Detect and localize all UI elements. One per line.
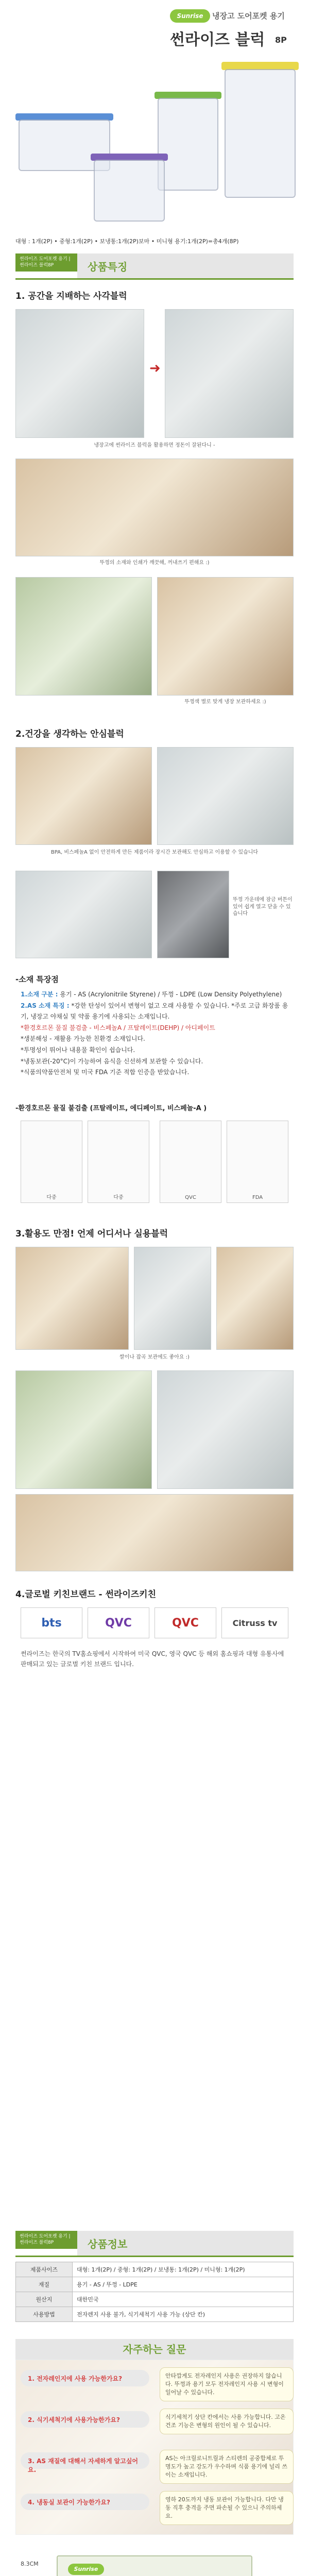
spec-divider bbox=[15, 2256, 294, 2257]
section3-title: 3.활용도 만점! 언제 어디서나 실용블럭 bbox=[15, 1229, 168, 1239]
faq-question[interactable]: 1. 전자레인지에 사용 가능한가요? bbox=[21, 2370, 149, 2386]
sink-washing-photo bbox=[157, 871, 229, 958]
certs-title: -환경호르몬 물질 불검출 (프탈레이트, 에디페이트, 비스페놀-A ) bbox=[15, 1105, 207, 1112]
feature-line: *환경호르몬 물질 불검출 - 비스페놀A / 프탈레이트(DEHP) / 아디페이트 bbox=[21, 1024, 215, 1031]
spec-small-tab[interactable]: 썬라이즈 도어포켓 용기 | 썬라이즈 블럭8P bbox=[15, 2231, 77, 2249]
faq-answer: 식기세척기 상단 칸에서는 사용 가능합니다. 고온 건조 기능은 변형의 원인이 될 수 있습니다. bbox=[160, 2409, 294, 2434]
feature-line: 1.소재 구분 : 용기 - AS (Acrylonitrile Styrene) / 뚜껑 - LDPE (Low Density Polyethylene) bbox=[21, 991, 282, 998]
section1-caption-right: 뚜껑색 별로 맞게 냉장 보관하세요 :) bbox=[184, 699, 266, 705]
container-mini bbox=[94, 160, 165, 222]
snacks-photo bbox=[15, 1494, 294, 1571]
section2-title: 2.건강을 생각하는 안심블럭 bbox=[15, 729, 124, 739]
pantry-photo-2 bbox=[157, 1370, 294, 1489]
spec-tab[interactable]: 상품정보 bbox=[77, 2231, 294, 2256]
table-row: 재질 용기 - AS / 뚜껑 - LDPE bbox=[16, 2277, 294, 2292]
brand-logo-citruss: Citruss tv bbox=[221, 1607, 288, 1638]
pantry-photo-1 bbox=[15, 1370, 152, 1489]
faq-answer: AS는 아크릴로니트릴과 스티렌의 공중합체로 투명도가 높고 강도가 우수하며 식품 용기에 널리 쓰이는 소재입니다. bbox=[160, 2450, 294, 2484]
table-row: 제품사이즈 대형: 1개(2P) / 중형: 1개(2P) / 보냉통: 1개(2P) / 미니형: 1개(2P) bbox=[16, 2262, 294, 2277]
faq-answer: 영하 20도까지 냉동 보관이 가능합니다. 다만 냉동 직후 충격을 주면 파손될 수 있으니 주의하세요. bbox=[160, 2491, 294, 2525]
section2-side-caption: 뚜껑 가운데에 잠금 버튼이 있어 쉽게 열고 닫을 수 있습니다 bbox=[233, 897, 293, 917]
faq-question[interactable]: 3. AS 재질에 대해서 자세하게 알고싶어요. bbox=[21, 2452, 149, 2469]
section1-title: 1. 공간을 지배하는 사각블럭 bbox=[15, 291, 127, 301]
faq-question[interactable]: 2. 식기세척기에 사용가능한가요? bbox=[21, 2411, 149, 2428]
fridge-after-photo bbox=[165, 309, 294, 438]
package-brand: Sunrise bbox=[68, 2564, 104, 2575]
feature-line: *생분해성 - 재활용 가능한 친환경 소재입니다. bbox=[21, 1035, 145, 1043]
feature-line: 2.AS 소재 특징 : *강한 탄성이 있어서 변형이 없고 오래 사용할 수 있습니다. *주로 고급 화장품 용기, 냉장고 야채실 및 약품 용기에 사용되는 소재입니다. bbox=[21, 1002, 288, 1021]
section3-caption: 쌀이나 잡곡 보관에도 좋아요 :) bbox=[119, 1354, 190, 1360]
package-box bbox=[57, 2555, 252, 2576]
certificate-doc: 다중 bbox=[21, 1121, 82, 1203]
brand-logo-qvc-2: QVC bbox=[154, 1607, 216, 1638]
table-row: 사용방법 전자렌지 사용 불가, 식기세척기 사용 가능 (상단 칸) bbox=[16, 2307, 294, 2322]
table-row: 원산지 대한민국 bbox=[16, 2292, 294, 2307]
container-medium bbox=[158, 98, 218, 191]
product-subtitle: 냉장고 도어포켓 용기 bbox=[212, 11, 285, 21]
product-title: 썬라이즈 블럭 bbox=[170, 31, 265, 49]
fridge-door-photo-2 bbox=[157, 577, 294, 696]
section1-caption-top: 냉장고에 썬라이즈 블럭을 활용하면 정돈이 잘된다니 - bbox=[94, 443, 215, 448]
food-storage-photo-1 bbox=[15, 747, 152, 845]
features-tab[interactable]: 상품특징 bbox=[77, 253, 294, 279]
section4-title: 4.글로벌 키친브랜드 - 썬라이즈키친 bbox=[15, 1589, 157, 1600]
features-list bbox=[21, 989, 288, 1078]
nav-divider bbox=[15, 278, 294, 280]
container-large bbox=[225, 69, 296, 198]
arrow-right-icon: ➜ bbox=[149, 361, 161, 376]
certificate-doc: FDA bbox=[227, 1121, 288, 1203]
feature-line: *투명성이 뛰어나 내용물 확인이 쉽습니다. bbox=[21, 1046, 135, 1054]
woman-kitchen-photo bbox=[216, 1247, 294, 1350]
fridge-before-photo bbox=[15, 309, 144, 438]
food-storage-photo-2 bbox=[157, 747, 294, 845]
certificate-doc: QVC bbox=[160, 1121, 221, 1203]
brand-logo-qvc-1: QVC bbox=[88, 1607, 149, 1638]
brand-logo-bts: bts bbox=[21, 1607, 82, 1638]
certificate-doc: 다중 bbox=[88, 1121, 149, 1203]
fridge-door-photo-1 bbox=[15, 577, 152, 696]
small-nav-tab[interactable]: 썬라이즈 도어포켓 용기 | 썬라이즈 블럭8P bbox=[15, 253, 77, 272]
lid-detail-photo bbox=[15, 871, 152, 958]
feature-line: *냉동보관(-20°C)이 가능하여 음식을 신선하게 보관할 수 있습니다. bbox=[21, 1057, 203, 1065]
section2-caption: BPA, 비스페놀A 없이 안전하게 만든 제품이라 장시간 보관해도 안심하고 이용할 수 있습니다 bbox=[50, 850, 259, 855]
child-eating-photo bbox=[15, 1247, 129, 1350]
section1-caption-left: 뚜껑의 소재와 인쇄가 깨끗해, 꺼내쓰기 편해요 :) bbox=[99, 560, 210, 566]
spec-table bbox=[15, 2262, 294, 2322]
section4-text: 썬라이즈는 한국의 TV홈쇼핑에서 시작하여 미국 QVC, 영국 QVC 등 해외 홈쇼핑과 대형 유통사에 판매되고 있는 글로벌 키친 브랜드 입니다. bbox=[21, 1650, 284, 1668]
feature-line: *식품의약품안전처 및 미국 FDA 기준 적합 인증을 받았습니다. bbox=[21, 1069, 190, 1076]
features-title: -소재 특장점 bbox=[15, 975, 59, 984]
size-tag: 8P bbox=[275, 35, 287, 45]
faq-title: 자주하는 질문 bbox=[15, 2339, 294, 2360]
dim-height: 8.3CM bbox=[21, 2561, 39, 2567]
stacked-containers-photo bbox=[15, 459, 294, 556]
faq-question[interactable]: 4. 냉동실 보관이 가능한가요? bbox=[21, 2494, 149, 2510]
faq-answer: 안타깝게도 전자레인지 사용은 권장하지 않습니다. 뚜껑과 용기 모두 전자레인지 사용 시 변형이 일어날 수 있습니다. bbox=[160, 2367, 294, 2401]
composition-text: 대형 : 1개(2P) • 중형:1개(2P) • 보냉통:1개(2P)보마 • 미니형 용기:1개(2P)=총4개(8P) bbox=[15, 238, 239, 245]
grain-storage-photo bbox=[134, 1247, 211, 1350]
brand-logo: Sunrise bbox=[170, 9, 210, 23]
